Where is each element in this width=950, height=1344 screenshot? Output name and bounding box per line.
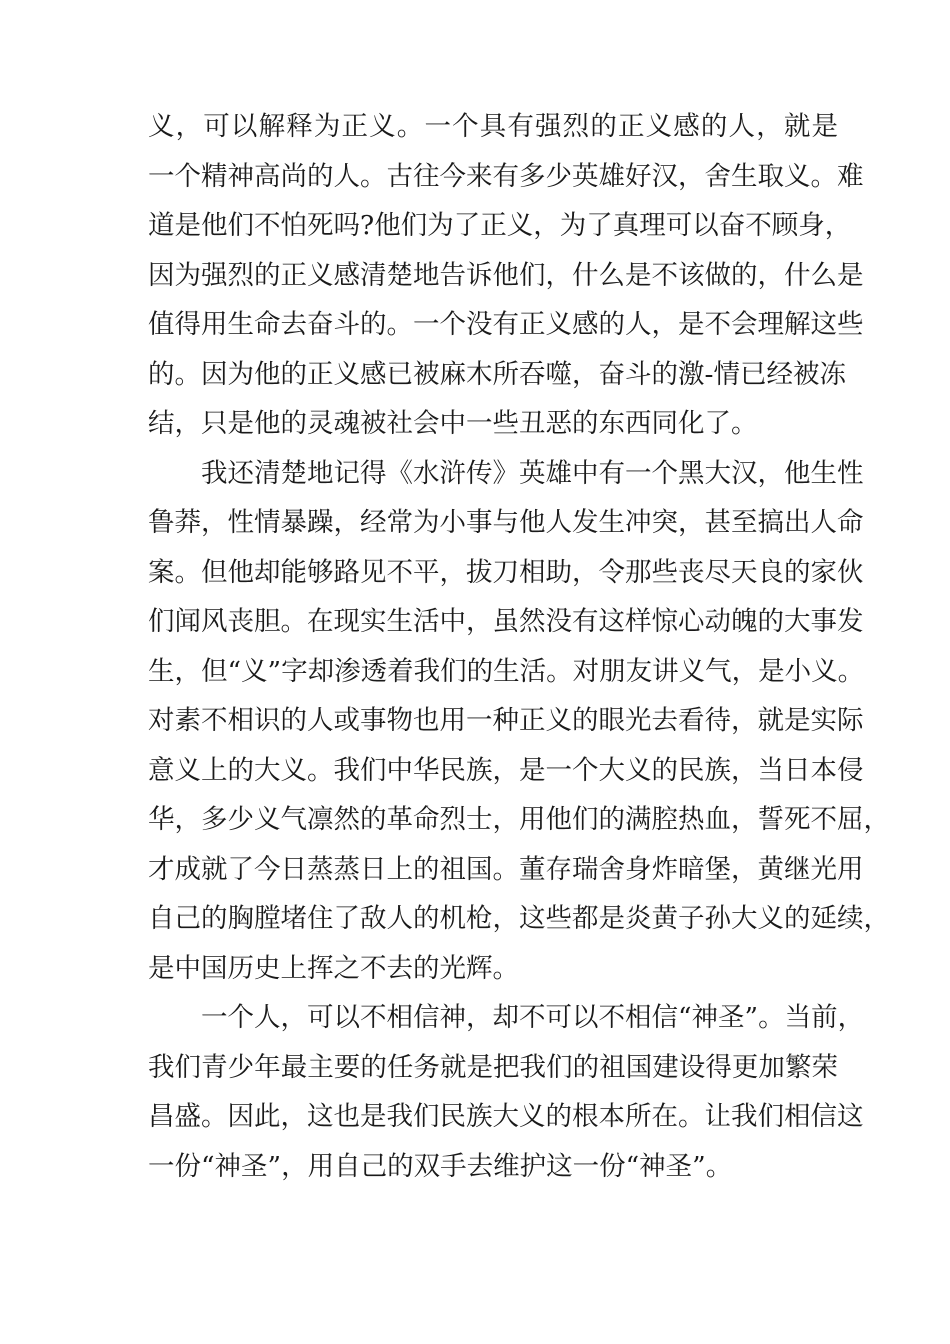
paragraph-3-line-1: 一个人，可以不相信神，却不可以不相信“神圣”。当前， — [201, 1002, 865, 1033]
paragraph-1-line-1: 义，可以解释为正义。一个具有强烈的正义感的人，就是 — [148, 111, 838, 142]
paragraph-2-line-9: 才成就了今日蒸蒸日上的祖国。董存瑞舍身炸暗堡，黄继光用 — [148, 853, 864, 885]
document-body — [148, 102, 890, 1191]
paragraph-1-line-7: 结，只是他的灵魂被社会中一些丑恶的东西同化了。 — [148, 408, 758, 439]
paragraph-2-line-4: 们闻风丧胆。在现实生活中，虽然没有这样惊心动魄的大事发 — [148, 606, 864, 637]
paragraph-2-line-1: 我还清楚地记得《水浒传》英雄中有一个黑大汉，他生性 — [201, 457, 864, 489]
paragraph-2-line-11: 是中国历史上挥之不去的光辉。 — [148, 952, 519, 984]
paragraph-3-line-4: 一份“神圣”，用自己的双手去维护这一份“神圣”。 — [148, 1150, 733, 1182]
paragraph-1-line-3: 道是他们不怕死吗?他们为了正义，为了真理可以奋不顾身， — [148, 210, 852, 241]
paragraph-3-line-3: 昌盛。因此，这也是我们民族大义的根本所在。让我们相信这 — [148, 1101, 864, 1132]
paragraph-2-line-5: 生，但“义”字却渗透着我们的生活。对朋友讲义气，是小义。 — [148, 655, 865, 687]
paragraph-2-line-3: 案。但他却能够路见不平，拔刀相助，令那些丧尽天良的家伙 — [148, 556, 864, 588]
paragraph-1-line-5: 值得用生命去奋斗的。一个没有正义感的人，是不会理解这些 — [148, 309, 864, 340]
paragraph-2-line-2: 鲁莽，性情暴躁，经常为小事与他人发生冲突，甚至搞出人命 — [148, 507, 864, 538]
paragraph-1-line-2: 一个精神高尚的人。古往今来有多少英雄好汉，舍生取义。难 — [148, 160, 864, 192]
paragraph-1-line-4: 因为强烈的正义感清楚地告诉他们，什么是不该做的，什么是 — [148, 259, 864, 291]
paragraph-2-line-7: 意义上的大义。我们中华民族，是一个大义的民族，当日本侵 — [148, 754, 864, 786]
paragraph-2-line-8: 华，多少义气凛然的革命烈士，用他们的满腔热血，誓死不屈， — [148, 804, 890, 835]
paragraph-1-line-6: 的。因为他的正义感已被麻木所吞噬，奋斗的激-情已经被冻 — [148, 358, 846, 390]
paragraph-3-line-2: 我们青少年最主要的任务就是把我们的祖国建设得更加繁荣 — [148, 1051, 838, 1083]
paragraph-2-line-10: 自己的胸膛堵住了敌人的机枪，这些都是炎黄子孙大义的延续， — [148, 903, 890, 934]
paragraph-2-line-6: 对素不相识的人或事物也用一种正义的眼光去看待，就是实际 — [148, 705, 864, 736]
